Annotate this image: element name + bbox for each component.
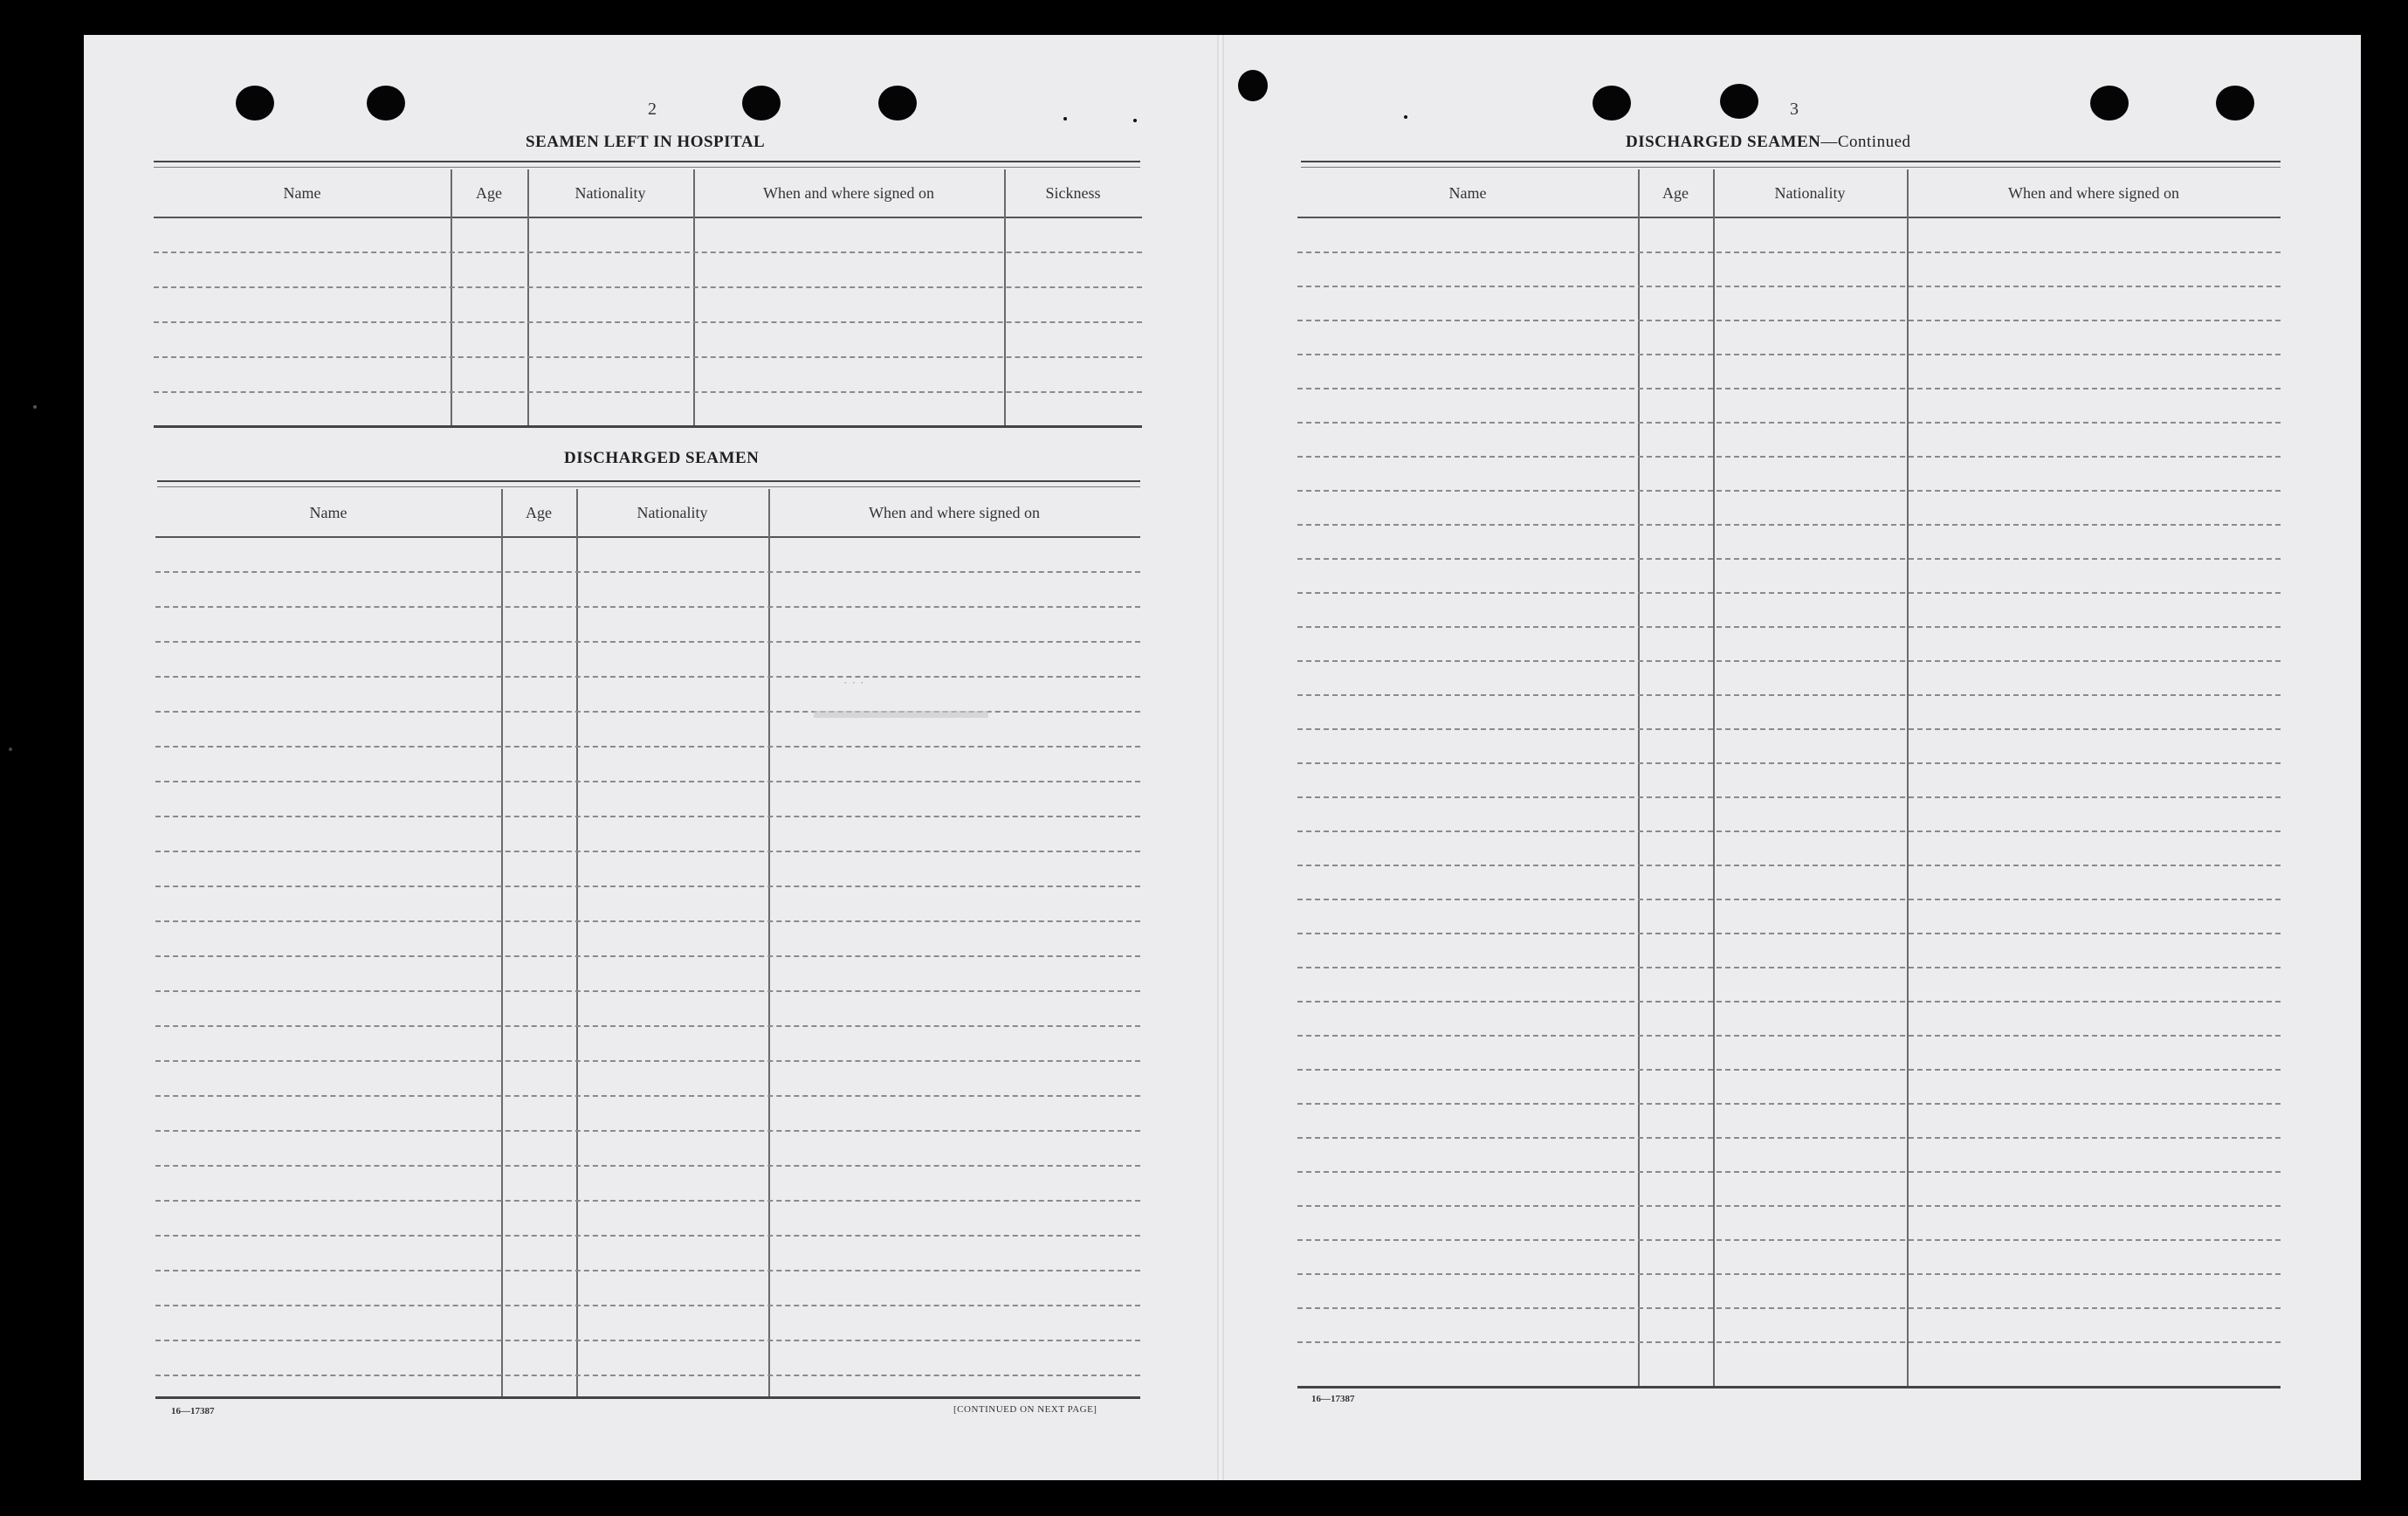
row-rule <box>1297 1001 2281 1003</box>
column-divider <box>501 489 503 1399</box>
row-rule <box>1297 1103 2281 1105</box>
row-rule <box>155 1130 1140 1132</box>
row-rule <box>155 781 1140 782</box>
col-header-age: Age <box>1662 183 1689 202</box>
binder-hole <box>878 86 917 121</box>
speck <box>1063 117 1067 121</box>
col-header-signed-on: When and where signed on <box>763 183 934 202</box>
row-rule <box>1297 1035 2281 1037</box>
title-rule <box>157 480 1140 487</box>
col-header-signed-on: When and where signed on <box>2008 183 2179 202</box>
row-rule <box>154 391 1142 393</box>
title-rule <box>1301 161 2281 168</box>
form-code-left: 16—17387 <box>171 1406 215 1416</box>
row-rule <box>1297 762 2281 764</box>
col-header-age: Age <box>526 503 552 521</box>
faint-bleed-through <box>814 711 988 718</box>
row-rule <box>1297 490 2281 492</box>
row-rule <box>155 1270 1140 1271</box>
discharged-continued-title-text: DISCHARGED SEAMEN <box>1626 133 1821 151</box>
document-sheet <box>84 35 2361 1480</box>
row-rule <box>1297 1171 2281 1173</box>
page-number-right: 3 <box>1790 100 1799 119</box>
hospital-section-title: SEAMEN LEFT IN HOSPITAL <box>526 133 766 151</box>
binder-hole <box>1720 84 1758 119</box>
table-header <box>1297 169 2281 218</box>
col-header-name: Name <box>283 183 321 202</box>
row-rule <box>1297 865 2281 866</box>
row-rule <box>1297 388 2281 389</box>
row-rule <box>1297 286 2281 287</box>
col-header-nationality: Nationality <box>1774 183 1846 202</box>
row-rule <box>1297 660 2281 662</box>
row-rule <box>1297 1069 2281 1071</box>
binder-hole <box>367 86 405 121</box>
row-rule <box>1297 1205 2281 1207</box>
row-rule <box>155 1060 1140 1062</box>
speck <box>33 405 37 409</box>
row-rule <box>1297 1239 2281 1241</box>
row-rule <box>155 1025 1140 1027</box>
column-divider <box>451 169 452 428</box>
col-header-sickness: Sickness <box>1045 183 1101 202</box>
row-rule <box>154 286 1142 288</box>
row-rule <box>1297 1137 2281 1139</box>
row-rule <box>155 711 1140 713</box>
col-header-nationality: Nationality <box>636 503 708 521</box>
row-rule <box>1297 1307 2281 1309</box>
row-rule <box>154 252 1142 253</box>
row-rule <box>1297 354 2281 355</box>
col-header-age: Age <box>476 183 502 202</box>
column-divider <box>768 489 770 1399</box>
row-rule <box>155 990 1140 992</box>
continued-note: [CONTINUED ON NEXT PAGE] <box>953 1404 1097 1415</box>
row-rule <box>154 321 1142 323</box>
row-rule <box>155 1165 1140 1167</box>
table-bottom-rule <box>154 425 1142 428</box>
binder-hole <box>2090 86 2129 121</box>
column-divider <box>1004 169 1006 428</box>
row-rule <box>1297 1273 2281 1275</box>
discharged-table-left <box>155 489 1140 1399</box>
continued-suffix: —Continued <box>1820 133 1911 151</box>
discharged-table-right <box>1297 169 2281 1389</box>
page-fold <box>1217 35 1224 1480</box>
speck <box>9 748 12 751</box>
title-rule <box>154 161 1140 168</box>
speck <box>1404 115 1407 119</box>
row-rule <box>1297 796 2281 798</box>
row-rule <box>1297 592 2281 594</box>
row-rule <box>155 1095 1140 1097</box>
row-rule <box>155 606 1140 608</box>
row-rule <box>1297 558 2281 560</box>
row-rule <box>1297 626 2281 628</box>
column-divider <box>693 169 695 428</box>
binder-hole <box>2216 86 2254 121</box>
row-rule <box>155 816 1140 817</box>
row-rule <box>155 641 1140 643</box>
row-rule <box>1297 728 2281 730</box>
discharged-section-title: DISCHARGED SEAMEN <box>564 449 760 467</box>
page-number-left: 2 <box>648 100 657 119</box>
row-rule <box>1297 422 2281 424</box>
row-rule <box>1297 1341 2281 1343</box>
discharged-continued-title <box>1626 133 1911 152</box>
binder-hole <box>742 86 781 121</box>
row-rule <box>155 571 1140 573</box>
column-divider <box>576 489 578 1399</box>
binder-hole <box>236 86 274 121</box>
binder-hole <box>1238 70 1268 101</box>
row-rule <box>155 1200 1140 1202</box>
row-rule <box>155 1375 1140 1376</box>
table-bottom-rule <box>155 1396 1140 1399</box>
col-header-signed-on: When and where signed on <box>869 503 1040 521</box>
row-rule <box>1297 456 2281 458</box>
binder-hole <box>1593 86 1631 121</box>
faint-bleed-through: · · · <box>843 676 865 689</box>
hospital-table <box>154 169 1142 428</box>
row-rule <box>155 1235 1140 1237</box>
row-rule <box>155 676 1140 678</box>
col-header-name: Name <box>309 503 347 521</box>
table-header <box>154 169 1142 218</box>
table-bottom-rule <box>1297 1386 2281 1389</box>
row-rule <box>155 955 1140 957</box>
row-rule <box>154 356 1142 358</box>
row-rule <box>1297 830 2281 832</box>
row-rule <box>1297 933 2281 934</box>
speck <box>1133 119 1137 122</box>
row-rule <box>1297 252 2281 253</box>
row-rule <box>1297 320 2281 321</box>
row-rule <box>1297 524 2281 526</box>
row-rule <box>155 885 1140 887</box>
row-rule <box>155 1305 1140 1306</box>
form-code-right: 16—17387 <box>1311 1394 1355 1404</box>
row-rule <box>155 851 1140 852</box>
row-rule <box>1297 899 2281 900</box>
table-header <box>155 489 1140 538</box>
row-rule <box>155 746 1140 748</box>
col-header-nationality: Nationality <box>574 183 646 202</box>
row-rule <box>1297 967 2281 968</box>
col-header-name: Name <box>1448 183 1487 202</box>
column-divider <box>527 169 529 428</box>
row-rule <box>155 1340 1140 1341</box>
row-rule <box>1297 694 2281 696</box>
row-rule <box>155 920 1140 922</box>
